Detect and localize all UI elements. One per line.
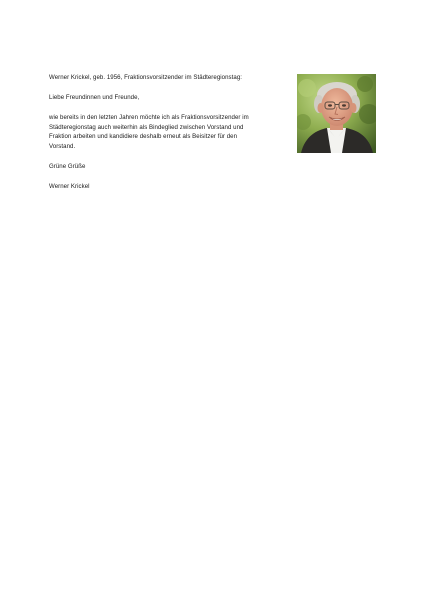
- signature-name: Werner Krickel: [49, 183, 90, 191]
- statement-line: Vorstand.: [49, 142, 76, 150]
- candidate-statement: [49, 73, 285, 192]
- statement-line: wie bereits in den letzten Jahren möchte ich als Fraktionsvorsitzender im: [49, 114, 249, 122]
- portrait-photo: [297, 74, 376, 153]
- statement-line: Städteregionstag auch weiterhin als Bindeglied zwischen Vorstand und: [49, 123, 244, 131]
- statement-paragraph: [49, 113, 285, 151]
- candidate-heading: Werner Krickel, geb. 1956, Fraktionsvorsitzender im Städteregionstag:: [49, 74, 243, 81]
- statement-line: Fraktion arbeiten und kandidiere deshalb erneut als Beisitzer für den: [49, 133, 238, 141]
- closing-line: Grüne Grüße: [49, 163, 86, 171]
- greeting: Liebe Freundinnen und Freunde,: [49, 94, 140, 102]
